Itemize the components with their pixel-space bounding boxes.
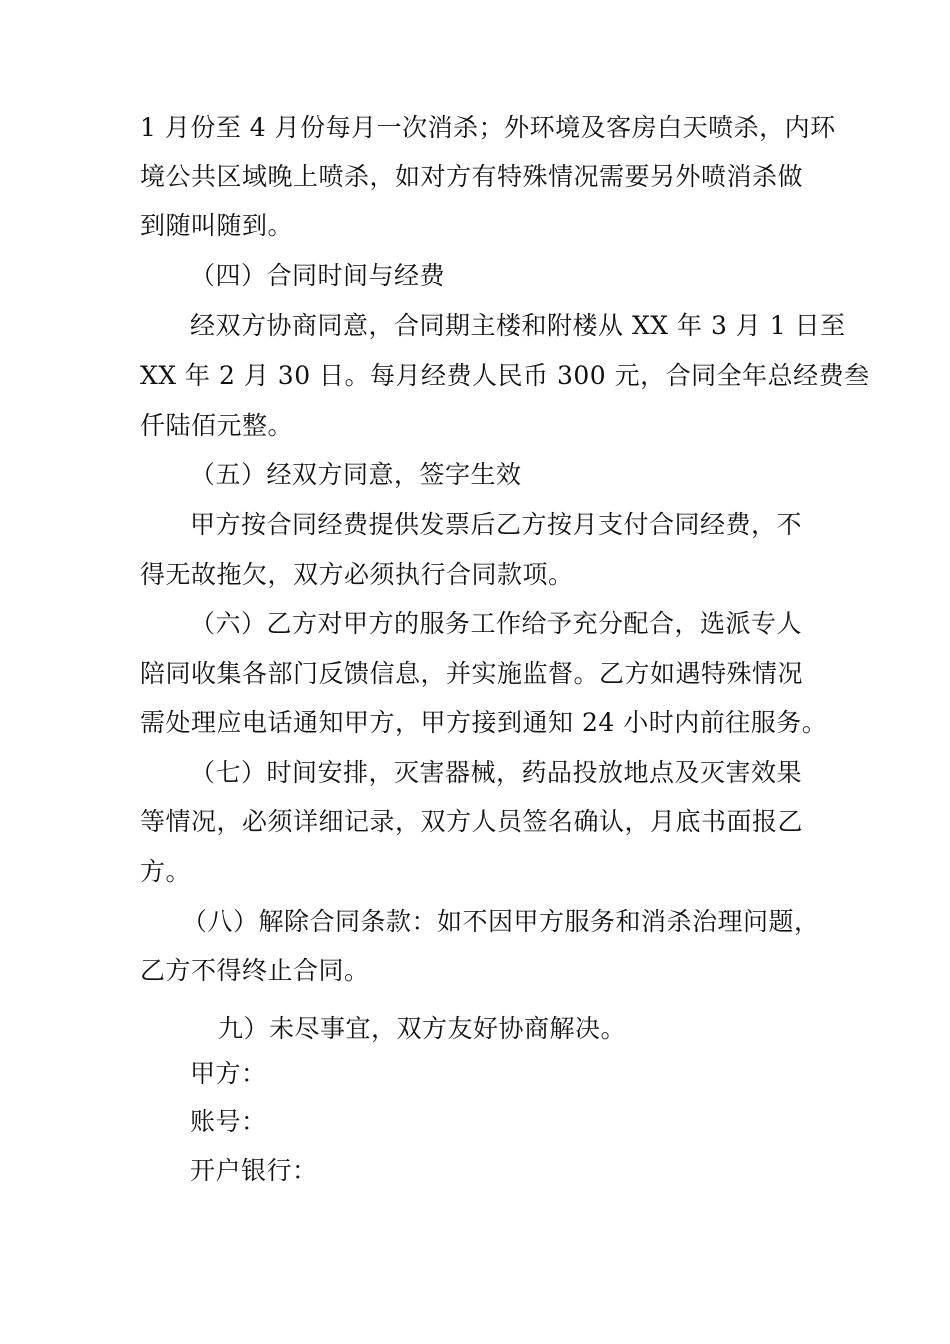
text-line: 到随叫随到。 (140, 211, 294, 240)
text-line: 1 月份至 4 月份每月一次消杀；外环境及客房白天喷杀，内环 (140, 113, 836, 142)
text-line: 得无故拖欠，双方必须执行合同款项。 (140, 560, 574, 589)
section-heading: （五）经双方同意，签字生效 (190, 460, 522, 489)
text-line: 等情况，必须详细记录，双方人员签名确认，月底书面报乙 (140, 807, 804, 836)
text-line: （七）时间安排，灭害器械，药品投放地点及灭害效果 (190, 758, 803, 787)
text-line: 经双方协商同意，合同期主楼和附楼从 XX 年 3 月 1 日至 (190, 311, 846, 340)
text-line: 九）未尽事宜，双方友好协商解决。 (218, 1014, 627, 1043)
text-line: 陪同收集各部门反馈信息，并实施监督。乙方如遇特殊情况 (140, 659, 804, 688)
text-line: （八）解除合同条款：如不因甲方服务和消杀治理问题， (182, 907, 820, 936)
account-number-label: 账号： (190, 1107, 267, 1136)
text-line: 乙方不得终止合同。 (140, 956, 370, 985)
text-line: 境公共区域晚上喷杀，如对方有特殊情况需要另外喷消杀做 (140, 162, 804, 191)
text-line: 方。 (140, 857, 192, 886)
text-line: （六）乙方对甲方的服务工作给予充分配合，选派专人 (190, 609, 803, 638)
text-line: 需处理应电话通知甲方，甲方接到通知 24 小时内前往服务。 (140, 708, 828, 737)
text-line: 仟陆佰元整。 (140, 411, 294, 440)
section-heading: （四）合同时间与经费 (190, 261, 446, 290)
signature-party-a-label: 甲方： (190, 1059, 267, 1088)
text-line: XX 年 2 月 30 日。每月经费人民币 300 元，合同全年总经费叁 (140, 361, 870, 390)
bank-name-label: 开户银行： (190, 1156, 318, 1185)
text-line: 甲方按合同经费提供发票后乙方按月支付合同经费，不 (190, 510, 803, 539)
